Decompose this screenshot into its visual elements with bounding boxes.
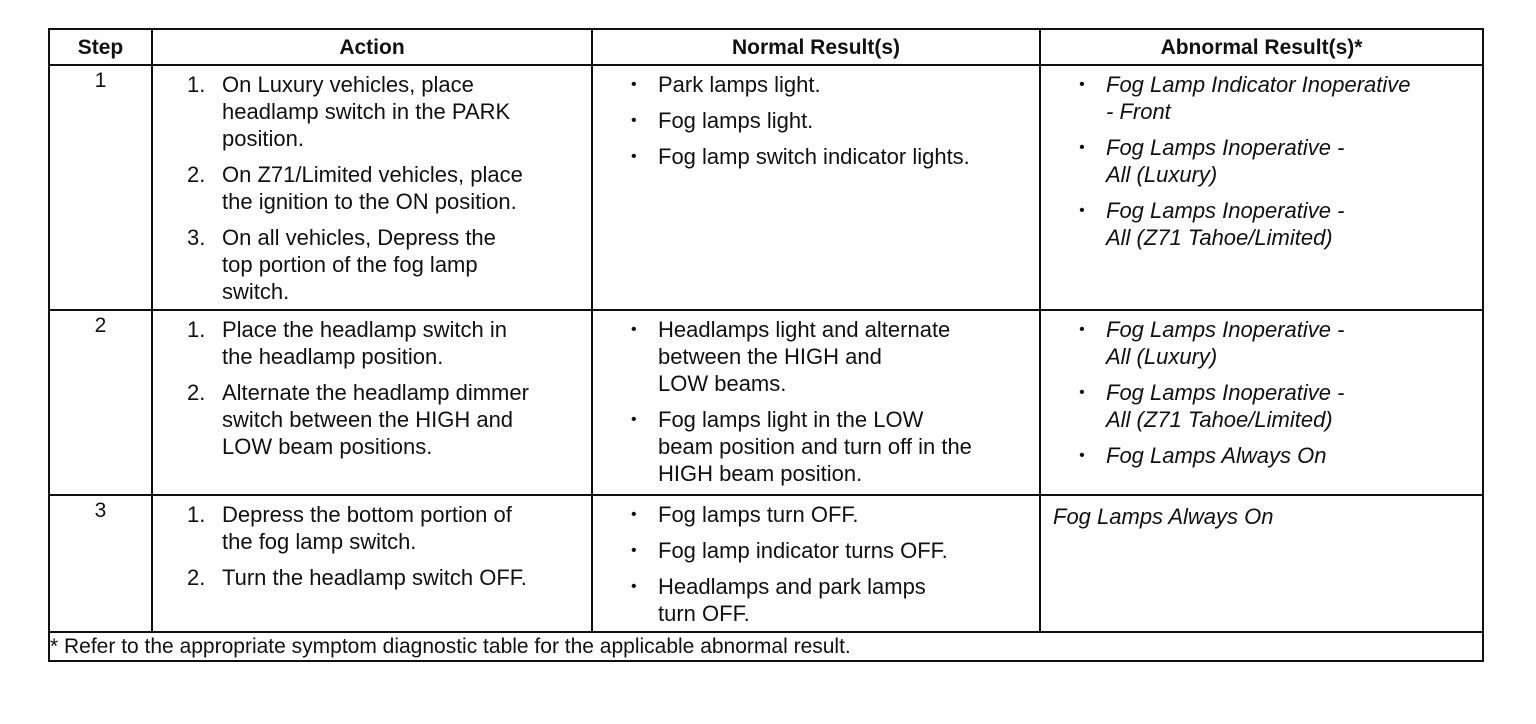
abnormal-result-text: All (Z71 Tahoe/Limited) [1106, 407, 1333, 432]
action-item [187, 564, 581, 591]
action-number: 2. [187, 565, 206, 590]
abnormal-result-cell [1040, 65, 1483, 310]
action-text-line: LOW beam positions. [222, 434, 433, 459]
action-item [187, 161, 581, 215]
action-list [153, 311, 591, 464]
action-text-line: top portion of the fog lamp [222, 252, 478, 277]
normal-result-text: beam position and turn off in the [658, 434, 972, 459]
bullet-icon: • [631, 148, 637, 165]
step-cell [49, 310, 152, 495]
table-row [49, 65, 1483, 310]
footnote-row [49, 632, 1483, 661]
normal-result-text: Park lamps light. [658, 72, 821, 97]
action-text-line: the headlamp position. [222, 344, 444, 369]
normal-result-list [593, 496, 1039, 631]
header-action: Action [152, 29, 592, 65]
abnormal-result-item [1079, 442, 1472, 469]
abnormal-result-text: Fog Lamps Inoperative - [1106, 135, 1345, 160]
action-cell [152, 495, 592, 632]
header-step: Step [49, 29, 152, 65]
bullet-icon: • [631, 321, 637, 338]
normal-result-item [631, 107, 1029, 134]
normal-result-item [631, 316, 1029, 397]
action-number: 1. [187, 502, 206, 527]
normal-result-list [593, 311, 1039, 491]
action-text-line: On Luxury vehicles, place [222, 72, 474, 97]
header-abnormal-results: Abnormal Result(s)* [1040, 29, 1483, 65]
abnormal-result-list [1041, 66, 1482, 255]
abnormal-result-text: Fog Lamps Inoperative - [1106, 380, 1345, 405]
bullet-icon: • [631, 112, 637, 129]
step-number: 3 [94, 499, 107, 522]
abnormal-result-text: - Front [1106, 99, 1171, 124]
abnormal-result-item [1079, 316, 1472, 370]
abnormal-result-text: Fog Lamps Always On [1053, 504, 1274, 529]
bullet-icon: • [1079, 447, 1085, 464]
action-item [187, 316, 581, 370]
footnote: * Refer to the appropriate symptom diagnostic table for the applicable abnormal result. [49, 632, 1483, 661]
normal-result-item [631, 406, 1029, 487]
action-text-line: the fog lamp switch. [222, 529, 417, 554]
normal-result-text: Headlamps light and alternate [658, 317, 951, 342]
normal-result-text: turn OFF. [658, 601, 750, 626]
step-number: 1 [94, 69, 107, 92]
step-cell [49, 65, 152, 310]
bullet-icon: • [631, 506, 637, 523]
table-row [49, 495, 1483, 632]
header-row [49, 29, 1483, 65]
normal-result-text: LOW beams. [658, 371, 787, 396]
abnormal-result-item [1079, 71, 1472, 125]
normal-result-item [631, 71, 1029, 98]
abnormal-result-list [1041, 311, 1482, 473]
action-text-line: Place the headlamp switch in [222, 317, 507, 342]
normal-result-text: Fog lamp switch indicator lights. [658, 144, 970, 169]
normal-result-text: Fog lamps light. [658, 108, 814, 133]
abnormal-result-item [1079, 197, 1472, 251]
abnormal-result-cell [1040, 495, 1483, 632]
step-number: 2 [94, 314, 107, 337]
action-text-line: switch. [222, 279, 290, 304]
action-number: 2. [187, 380, 206, 405]
action-item [187, 71, 581, 152]
normal-result-text: between the HIGH and [658, 344, 882, 369]
abnormal-result-text: All (Luxury) [1106, 162, 1218, 187]
action-text-line: switch between the HIGH and [222, 407, 514, 432]
normal-result-item [631, 501, 1029, 528]
action-list [153, 66, 591, 309]
abnormal-result-text: All (Luxury) [1106, 344, 1218, 369]
bullet-icon: • [631, 542, 637, 559]
bullet-icon: • [1079, 202, 1085, 219]
abnormal-result-text: Fog Lamps Inoperative - [1106, 198, 1345, 223]
abnormal-result-text: Fog Lamps Inoperative - [1106, 317, 1345, 342]
bullet-icon: • [631, 76, 637, 93]
action-cell [152, 310, 592, 495]
normal-result-cell [592, 495, 1040, 632]
abnormal-result-text: All (Z71 Tahoe/Limited) [1106, 225, 1333, 250]
bullet-icon: • [631, 411, 637, 428]
action-list [153, 496, 591, 595]
bullet-icon: • [631, 578, 637, 595]
fog-lamp-diagnostic-table [48, 28, 1484, 662]
diagnostic-table-container [48, 28, 1482, 662]
normal-result-item [631, 537, 1029, 564]
action-text-line: position. [222, 126, 304, 151]
action-text-line: On Z71/Limited vehicles, place [222, 162, 523, 187]
abnormal-result-item [1079, 379, 1472, 433]
normal-result-list [593, 66, 1039, 174]
abnormal-result-item [1079, 134, 1472, 188]
normal-result-item [631, 143, 1029, 170]
bullet-icon: • [1079, 384, 1085, 401]
header-normal-results: Normal Result(s) [592, 29, 1040, 65]
bullet-icon: • [1079, 76, 1085, 93]
normal-result-text: HIGH beam position. [658, 461, 863, 486]
action-text-line: the ignition to the ON position. [222, 189, 517, 214]
action-item [187, 379, 581, 460]
action-number: 1. [187, 72, 206, 97]
abnormal-result-text: Fog Lamp Indicator Inoperative [1106, 72, 1411, 97]
bullet-icon: • [1079, 321, 1085, 338]
normal-result-item [631, 573, 1029, 627]
step-cell [49, 495, 152, 632]
table-row [49, 310, 1483, 495]
normal-result-cell [592, 310, 1040, 495]
action-item [187, 501, 581, 555]
action-number: 1. [187, 317, 206, 342]
action-text-line: Alternate the headlamp dimmer [222, 380, 529, 405]
abnormal-result-text: Fog Lamps Always On [1106, 443, 1327, 468]
normal-result-text: Fog lamps turn OFF. [658, 502, 859, 527]
action-number: 3. [187, 225, 206, 250]
action-text-line: Depress the bottom portion of [222, 502, 512, 527]
normal-result-cell [592, 65, 1040, 310]
abnormal-result-cell [1040, 310, 1483, 495]
action-item [187, 224, 581, 305]
action-text-line: headlamp switch in the PARK [222, 99, 511, 124]
normal-result-text: Fog lamp indicator turns OFF. [658, 538, 948, 563]
action-number: 2. [187, 162, 206, 187]
action-text-line: On all vehicles, Depress the [222, 225, 496, 250]
action-text-line: Turn the headlamp switch OFF. [222, 565, 527, 590]
normal-result-text: Fog lamps light in the LOW [658, 407, 924, 432]
action-cell [152, 65, 592, 310]
bullet-icon: • [1079, 139, 1085, 156]
normal-result-text: Headlamps and park lamps [658, 574, 926, 599]
